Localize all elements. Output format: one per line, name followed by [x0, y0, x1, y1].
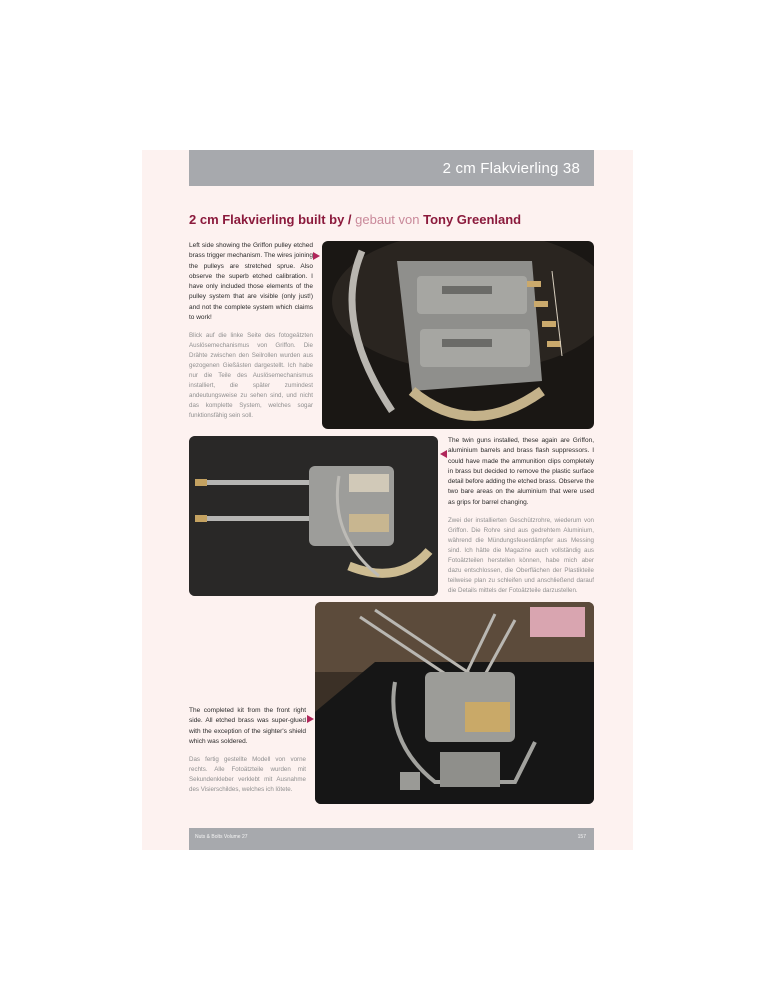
- footer-publication: Nuts & Bolts Volume 27: [195, 834, 248, 840]
- caption-2-de: Zwei der installierten Geschützrohre, wiederum von Griffon. Die Rohre sind aus gedrehtem Aluminium, während die Mündungsfeuerdämpfer aus Messing sind. Ich hätte die Magazine auch vollständig aus Fotoätzteilen herstellen können, habe mich aber dazu entschlossen, die Oberflächen der Plastikteile teilweise plan zu schleifen und anschließend darauf die Details mittels der Fotoätzteile darzustellen.: [448, 517, 594, 595]
- photo-completed-kit: [315, 602, 594, 804]
- caption-3-en: The completed kit from the front right side. All etched brass was super-glued with the exception of the sighter's shield which was soldered.: [189, 707, 306, 745]
- caption-1-en: Left side showing the Griffon pulley etched brass trigger mechanism. The wires joining the pulleys are stretched sprue. Also observe the superb etched calibration. I have only included those elements of the pulley system that are visible (only just!) and not the complete system which claims to work!: [189, 242, 313, 322]
- header-bar: [189, 150, 594, 186]
- article-title-part2: gebaut von: [355, 212, 424, 227]
- footer-bar: [189, 828, 594, 850]
- caption-3-de: Das fertig gestellte Modell von vorne rechts. Alle Fotoätzteile wurden mit Sekundenkleber verklebt mit Ausnahme des Visierschildes, welches ich lötete.: [189, 756, 306, 794]
- page-number: 157: [577, 834, 586, 840]
- article-author: Tony Greenland: [423, 212, 522, 227]
- caption-2: [448, 436, 594, 596]
- photo-twin-guns: [189, 436, 438, 596]
- pointer-arrow-icon: [307, 715, 314, 723]
- article-title-part1: 2 cm Flakvierling built by /: [189, 212, 356, 227]
- caption-2-en: The twin guns installed, these again are Griffon, aluminium barrels and brass flash suppressors. I could have made the ammunition clips completely in brass but decided to remove the plastic surface detail before adding the etched brass. Observe the two bare areas on the aluminium that were used as grips for barrel changing.: [448, 437, 594, 506]
- caption-1-de: Blick auf die linke Seite des fotogeätzten Auslösemechanismus von Griffon. Die Drähte zwischen den Seilrollen wurden aus gezogenen Gießästen dargestellt. Ich habe nur die Teile des Auslösemechanismus installiert, die später zumindest andeutungsweise zu sehen sind, und nicht das komplette System, welches sogar funktionsfähig sein soll.: [189, 332, 313, 420]
- photo-pulley-mechanism: [322, 241, 594, 429]
- header-title: 2 cm Flakvierling 38: [442, 160, 580, 177]
- caption-3: [189, 706, 306, 795]
- article-title: [189, 212, 609, 227]
- pointer-arrow-icon: [313, 252, 320, 260]
- caption-1: [189, 241, 313, 421]
- pointer-arrow-icon: [440, 450, 447, 458]
